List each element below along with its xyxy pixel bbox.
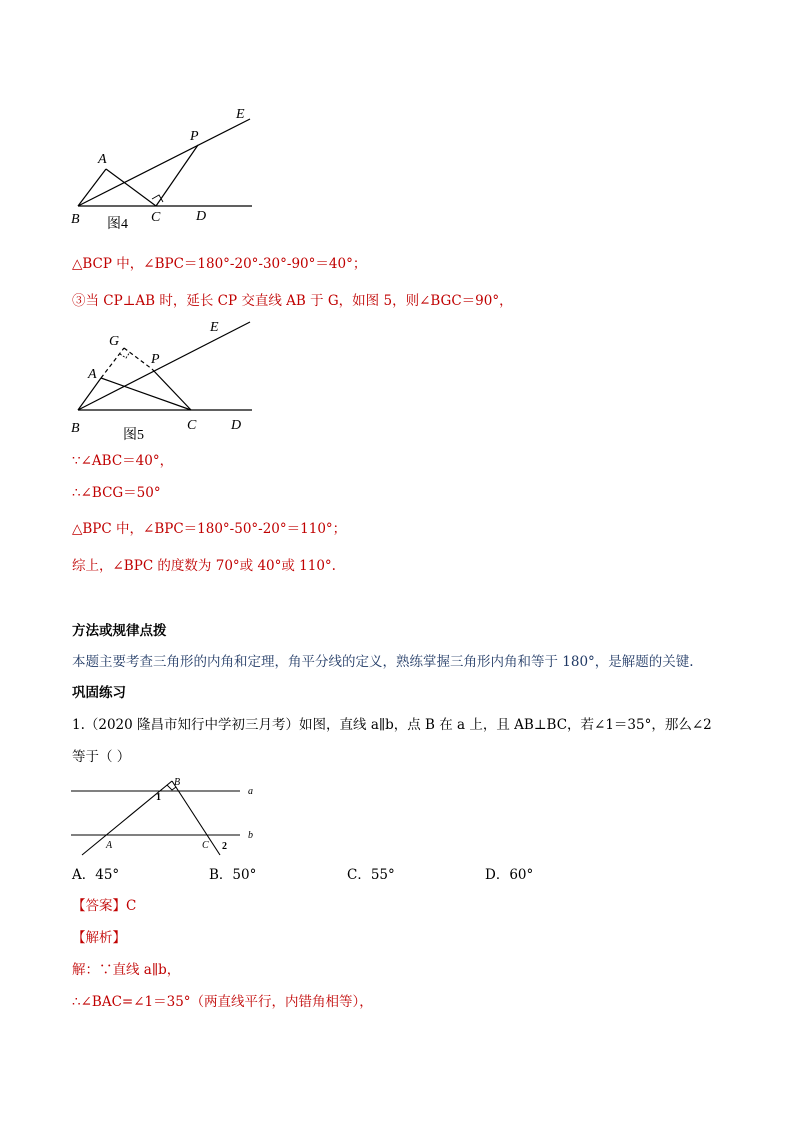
label-a: A (98, 152, 107, 167)
answer-tag: 【答案】 (72, 898, 126, 914)
question-1-line-1: 1.（2020 隆昌市知行中学初三月考）如图，直线 a∥b，点 B 在 a 上，且 AB⊥BC，若∠1＝35°，那么∠2 (72, 717, 712, 733)
text-line: ∴∠BCG＝50° (72, 485, 161, 501)
figure-5 (60, 312, 270, 447)
option-a[interactable]: A．45° (72, 867, 120, 883)
label-a: A (88, 367, 97, 382)
answer-line (72, 897, 136, 915)
option-b[interactable]: B．50° (209, 867, 257, 883)
figure-caption: 图4 (107, 217, 128, 232)
label-c: C (187, 418, 197, 433)
text-line: ∵∠ABC＝40°， (72, 453, 174, 469)
label-d: D (231, 418, 242, 433)
text-line: ③当 CP⊥AB 时，延长 CP 交直线 AB 于 G，如图 5，则∠BGC＝90°， (72, 293, 513, 309)
answer-value: C (126, 898, 137, 914)
segment-ac (101, 378, 191, 410)
option-d[interactable]: D．60° (485, 867, 534, 883)
option-c[interactable]: C．55° (347, 867, 395, 883)
method-heading: 方法或规律点拨 (72, 623, 167, 639)
right-angle-mark (152, 195, 163, 202)
analysis-tag: 【解析】 (72, 930, 126, 946)
dashed-ag (101, 348, 124, 378)
label-e: E (210, 320, 219, 335)
label-d: D (196, 209, 207, 224)
figure-caption: 图5 (123, 428, 144, 443)
practice-heading: 巩固练习 (72, 685, 126, 701)
ray-be (78, 322, 250, 410)
segment-ba (78, 169, 106, 206)
segment-bc (172, 781, 220, 855)
label-angle-1: 1 (156, 792, 161, 803)
figure-4 (60, 100, 270, 240)
segment-cp (156, 145, 198, 206)
right-angle-mark (120, 352, 130, 358)
analysis-line-1: 解：∵直线 a∥b， (72, 962, 181, 978)
label-b: B (71, 421, 80, 436)
label-c-point: C (202, 840, 209, 851)
figure-question-1 (68, 775, 268, 860)
label-line-a: a (248, 786, 253, 797)
label-p: P (190, 129, 199, 144)
label-g: G (109, 334, 120, 349)
label-line-b: b (248, 830, 253, 841)
text-line: △BPC 中，∠BPC＝180°-50°-20°＝110°； (72, 521, 347, 537)
label-b: B (71, 212, 80, 227)
label-p: P (151, 352, 160, 367)
label-c: C (151, 210, 161, 225)
text-line: 综上，∠BPC 的度数为 70°或 40°或 110°. (72, 558, 336, 574)
method-text: 本题主要考查三角形的内角和定理，角平分线的定义，熟练掌握三角形内角和等于 180°，是解题的关键. (72, 654, 694, 670)
segment-cp (152, 369, 191, 410)
label-e: E (236, 107, 245, 122)
analysis-line-2: ∴∠BAC=∠1＝35°（两直线平行，内错角相等）， (72, 994, 373, 1010)
text-line: △BCP 中，∠BPC＝180°-20°-30°-90°＝40°； (72, 256, 367, 272)
label-angle-2: 2 (222, 841, 227, 852)
question-1-line-2: 等于（ ） (72, 749, 131, 765)
dashed-gp (124, 348, 152, 369)
label-b-point: B (174, 777, 181, 788)
label-a-point: A (106, 840, 113, 851)
segment-ba (78, 378, 101, 410)
